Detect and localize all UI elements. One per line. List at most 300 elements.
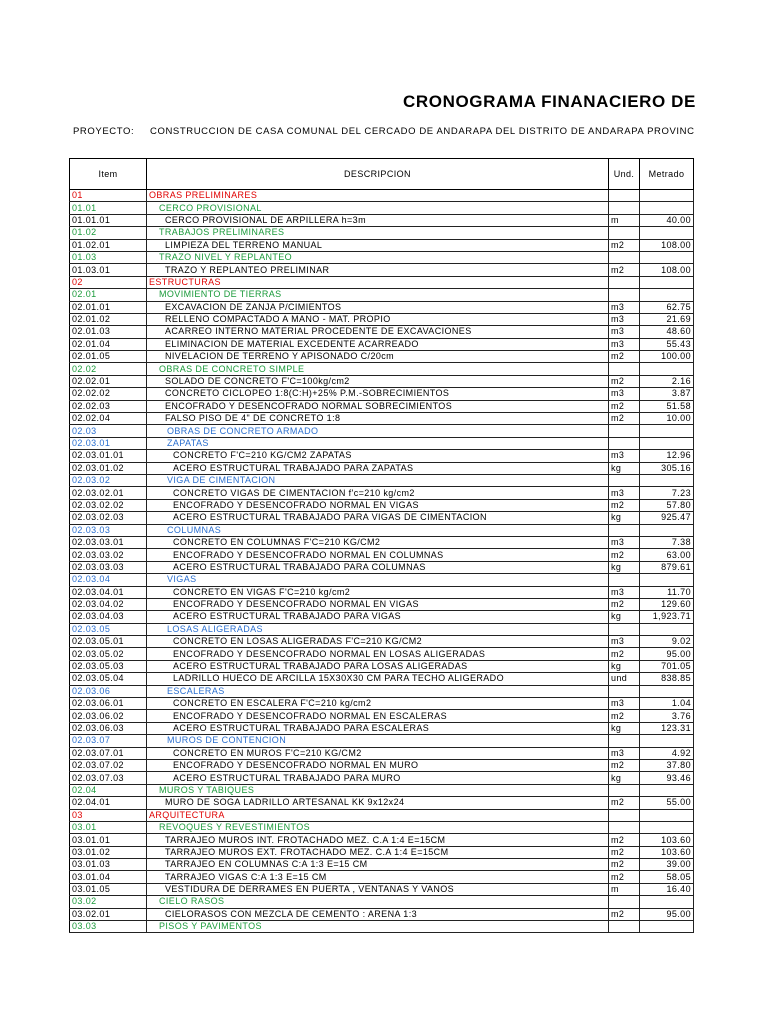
header-metrado: Metrado [640, 159, 694, 190]
metrado-cell: 55.43 [640, 338, 694, 350]
item-cell: 02.01.03 [70, 326, 147, 338]
unit-cell [609, 289, 640, 301]
description-cell: CONCRETO VIGAS DE CIMENTACION f'c=210 kg/cm2 [147, 487, 609, 499]
metrado-cell: 305.16 [640, 462, 694, 474]
description-cell: RELLENO COMPACTADO A MANO - MAT. PROPIO [147, 313, 609, 325]
table-row [70, 437, 694, 449]
table-row [70, 908, 694, 920]
item-cell: 03 [70, 809, 147, 821]
table-row [70, 536, 694, 548]
item-cell: 02.03.06 [70, 685, 147, 697]
metrado-cell [640, 289, 694, 301]
description-cell: CONCRETO F'C=210 KG/CM2 ZAPATAS [147, 450, 609, 462]
table-row [70, 809, 694, 821]
description-cell: VIGA DE CIMENTACION [147, 474, 609, 486]
description-cell: FALSO PISO DE 4" DE CONCRETO 1:8 [147, 413, 609, 425]
item-cell: 02.03.01.02 [70, 462, 147, 474]
unit-cell: m2 [609, 834, 640, 846]
table-row [70, 289, 694, 301]
metrado-cell: 879.61 [640, 561, 694, 573]
project-name: CONSTRUCCION DE CASA COMUNAL DEL CERCADO DE ANDARAPA DEL DISTRITO DE ANDARAPA PROVINC [150, 126, 695, 137]
metrado-cell: 7.23 [640, 487, 694, 499]
unit-cell: m3 [609, 313, 640, 325]
table-row [70, 251, 694, 263]
item-cell: 02.03.05.01 [70, 636, 147, 648]
metrado-cell: 48.60 [640, 326, 694, 338]
table-row [70, 499, 694, 511]
metrado-cell [640, 437, 694, 449]
description-cell: ACERO ESTRUCTURAL TRABAJADO PARA COLUMNAS [147, 561, 609, 573]
table-row [70, 202, 694, 214]
budget-sheet [69, 158, 768, 1024]
project-label: PROYECTO: [73, 126, 135, 137]
table-row [70, 673, 694, 685]
metrado-cell [640, 921, 694, 933]
item-cell: 02.01.02 [70, 313, 147, 325]
description-cell: ENCOFRADO Y DESENCOFRADO NORMAL EN COLUMNAS [147, 549, 609, 561]
unit-cell: m3 [609, 388, 640, 400]
unit-cell [609, 623, 640, 635]
table-row [70, 896, 694, 908]
table-row [70, 648, 694, 660]
metrado-cell: 95.00 [640, 908, 694, 920]
metrado-cell [640, 809, 694, 821]
metrado-cell: 62.75 [640, 301, 694, 313]
item-cell: 02.03.03 [70, 524, 147, 536]
unit-cell: m3 [609, 586, 640, 598]
item-cell: 02.01 [70, 289, 147, 301]
description-cell: CERCO PROVISIONAL [147, 202, 609, 214]
metrado-cell [640, 685, 694, 697]
metrado-cell: 7.38 [640, 536, 694, 548]
metrado-cell: 1.04 [640, 698, 694, 710]
metrado-cell: 838.85 [640, 673, 694, 685]
item-cell: 02.03.03.02 [70, 549, 147, 561]
description-cell: OBRAS DE CONCRETO SIMPLE [147, 363, 609, 375]
description-cell: EXCAVACION DE ZANJA P/CIMIENTOS [147, 301, 609, 313]
item-cell: 02.03.04.02 [70, 598, 147, 610]
unit-cell: m2 [609, 598, 640, 610]
unit-cell: kg [609, 772, 640, 784]
description-cell: CIELORASOS CON MEZCLA DE CEMENTO : ARENA 1:3 [147, 908, 609, 920]
description-cell: TARRAJEO EN COLUMNAS C:A 1:3 E=15 CM [147, 859, 609, 871]
description-cell: MURO DE SOGA LADRILLO ARTESANAL KK 9x12x24 [147, 797, 609, 809]
unit-cell: m2 [609, 264, 640, 276]
table-row [70, 326, 694, 338]
metrado-cell: 39.00 [640, 859, 694, 871]
metrado-cell: 103.60 [640, 846, 694, 858]
table-row [70, 388, 694, 400]
item-cell: 03.01.03 [70, 859, 147, 871]
item-cell: 02.03.07 [70, 735, 147, 747]
description-cell: TRAZO Y REPLANTEO PRELIMINAR [147, 264, 609, 276]
description-cell: MUROS DE CONTENCION [147, 735, 609, 747]
table-row [70, 462, 694, 474]
table-row [70, 722, 694, 734]
item-cell: 03.03 [70, 921, 147, 933]
unit-cell: m3 [609, 747, 640, 759]
description-cell: ENCOFRADO Y DESENCOFRADO NORMAL EN ESCALERAS [147, 710, 609, 722]
unit-cell: m2 [609, 499, 640, 511]
description-cell: LADRILLO HUECO DE ARCILLA 15X30X30 CM PARA TECHO ALIGERADO [147, 673, 609, 685]
header-item: Item [70, 159, 147, 190]
description-cell: ACERO ESTRUCTURAL TRABAJADO PARA ZAPATAS [147, 462, 609, 474]
description-cell: ARQUITECTURA [147, 809, 609, 821]
unit-cell: kg [609, 660, 640, 672]
unit-cell [609, 735, 640, 747]
description-cell: CONCRETO CICLOPEO 1:8(C:H)+25% P.M.-SOBRECIMIENTOS [147, 388, 609, 400]
budget-table [69, 158, 694, 933]
unit-cell [609, 276, 640, 288]
header-description: DESCRIPCION [147, 159, 609, 190]
item-cell: 03.01.05 [70, 883, 147, 895]
item-cell: 02.03.04 [70, 574, 147, 586]
table-row [70, 759, 694, 771]
description-cell: VESTIDURA DE DERRAMES EN PUERTA , VENTANAS Y VANOS [147, 883, 609, 895]
unit-cell: m2 [609, 859, 640, 871]
metrado-cell [640, 276, 694, 288]
table-row [70, 549, 694, 561]
description-cell: REVOQUES Y REVESTIMIENTOS [147, 821, 609, 833]
unit-cell [609, 474, 640, 486]
table-row [70, 450, 694, 462]
item-cell: 03.01.02 [70, 846, 147, 858]
item-cell: 02.03.04.03 [70, 611, 147, 623]
metrado-cell [640, 227, 694, 239]
description-cell: CONCRETO EN LOSAS ALIGERADAS F'C=210 KG/CM2 [147, 636, 609, 648]
unit-cell [609, 809, 640, 821]
unit-cell: m2 [609, 710, 640, 722]
description-cell: CIELO RASOS [147, 896, 609, 908]
table-row [70, 338, 694, 350]
description-cell: ACERO ESTRUCTURAL TRABAJADO PARA VIGAS DE CIMENTACION [147, 512, 609, 524]
item-cell: 02.03.03.03 [70, 561, 147, 573]
unit-cell: m2 [609, 549, 640, 561]
table-row [70, 598, 694, 610]
description-cell: NIVELACION DE TERRENO Y APISONADO C/20cm [147, 351, 609, 363]
item-cell: 02.03.05 [70, 623, 147, 635]
table-row [70, 611, 694, 623]
item-cell: 02.02.03 [70, 400, 147, 412]
metrado-cell: 51.58 [640, 400, 694, 412]
item-cell: 02 [70, 276, 147, 288]
item-cell: 01.03 [70, 251, 147, 263]
metrado-cell [640, 896, 694, 908]
metrado-cell [640, 202, 694, 214]
unit-cell: kg [609, 561, 640, 573]
metrado-cell: 93.46 [640, 772, 694, 784]
description-cell: LIMPIEZA DEL TERRENO MANUAL [147, 239, 609, 251]
unit-cell: m2 [609, 908, 640, 920]
unit-cell: m3 [609, 487, 640, 499]
unit-cell [609, 202, 640, 214]
description-cell: ZAPATAS [147, 437, 609, 449]
unit-cell: m3 [609, 698, 640, 710]
description-cell: CERCO PROVISIONAL DE ARPILLERA h=3m [147, 214, 609, 226]
item-cell: 02.03.05.03 [70, 660, 147, 672]
table-row [70, 883, 694, 895]
table-row [70, 487, 694, 499]
unit-cell: m2 [609, 400, 640, 412]
table-row [70, 574, 694, 586]
metrado-cell [640, 363, 694, 375]
unit-cell: m3 [609, 326, 640, 338]
description-cell: OBRAS DE CONCRETO ARMADO [147, 425, 609, 437]
item-cell: 02.02.04 [70, 413, 147, 425]
unit-cell: m2 [609, 846, 640, 858]
table-row [70, 400, 694, 412]
unit-cell: m2 [609, 871, 640, 883]
item-cell: 02.02.02 [70, 388, 147, 400]
metrado-cell: 12.96 [640, 450, 694, 462]
item-cell: 02.03.06.01 [70, 698, 147, 710]
description-cell: TARRAJEO VIGAS C:A 1:3 E=15 CM [147, 871, 609, 883]
table-body [70, 190, 694, 933]
item-cell: 02.01.04 [70, 338, 147, 350]
description-cell: TRABAJOS PRELIMINARES [147, 227, 609, 239]
description-cell: ELIMINACION DE MATERIAL EXCEDENTE ACARREADO [147, 338, 609, 350]
item-cell: 02.02.01 [70, 375, 147, 387]
table-row [70, 846, 694, 858]
metrado-cell: 701.05 [640, 660, 694, 672]
unit-cell [609, 784, 640, 796]
item-cell: 02.03.02.02 [70, 499, 147, 511]
unit-cell: m3 [609, 536, 640, 548]
item-cell: 02.01.01 [70, 301, 147, 313]
unit-cell: m2 [609, 797, 640, 809]
unit-cell: kg [609, 462, 640, 474]
description-cell: TARRAJEO MUROS EXT. FROTACHADO MEZ. C.A 1:4 E=15CM [147, 846, 609, 858]
table-row [70, 313, 694, 325]
unit-cell: m [609, 883, 640, 895]
table-row [70, 524, 694, 536]
metrado-cell [640, 425, 694, 437]
table-row [70, 363, 694, 375]
table-row [70, 474, 694, 486]
item-cell: 02.03.01.01 [70, 450, 147, 462]
item-cell: 01 [70, 190, 147, 202]
item-cell: 01.02.01 [70, 239, 147, 251]
description-cell: COLUMNAS [147, 524, 609, 536]
table-row [70, 710, 694, 722]
metrado-cell: 21.69 [640, 313, 694, 325]
item-cell: 01.01 [70, 202, 147, 214]
metrado-cell [640, 524, 694, 536]
unit-cell: m2 [609, 375, 640, 387]
table-row [70, 425, 694, 437]
unit-cell: und [609, 673, 640, 685]
metrado-cell: 40.00 [640, 214, 694, 226]
unit-cell: m3 [609, 636, 640, 648]
item-cell: 03.02.01 [70, 908, 147, 920]
item-cell: 03.02 [70, 896, 147, 908]
metrado-cell [640, 190, 694, 202]
description-cell: ENCOFRADO Y DESENCOFRADO NORMAL EN VIGAS [147, 598, 609, 610]
unit-cell [609, 685, 640, 697]
description-cell: OBRAS PRELIMINARES [147, 190, 609, 202]
item-cell: 02.03.03.01 [70, 536, 147, 548]
item-cell: 02.03.07.02 [70, 759, 147, 771]
table-row [70, 586, 694, 598]
unit-cell: m2 [609, 239, 640, 251]
metrado-cell: 37.80 [640, 759, 694, 771]
metrado-cell: 55.00 [640, 797, 694, 809]
metrado-cell: 11.70 [640, 586, 694, 598]
metrado-cell [640, 623, 694, 635]
unit-cell: m3 [609, 338, 640, 350]
table-row [70, 772, 694, 784]
description-cell: CONCRETO EN VIGAS F'C=210 kg/cm2 [147, 586, 609, 598]
unit-cell [609, 821, 640, 833]
unit-cell [609, 524, 640, 536]
unit-cell [609, 190, 640, 202]
metrado-cell: 3.76 [640, 710, 694, 722]
unit-cell: m2 [609, 759, 640, 771]
description-cell: TARRAJEO MUROS INT. FROTACHADO MEZ. C.A 1:4 E=15CM [147, 834, 609, 846]
metrado-cell [640, 251, 694, 263]
unit-cell [609, 251, 640, 263]
description-cell: ACERO ESTRUCTURAL TRABAJADO PARA MURO [147, 772, 609, 784]
table-header-row [70, 159, 694, 190]
description-cell: ESTRUCTURAS [147, 276, 609, 288]
description-cell: ACERO ESTRUCTURAL TRABAJADO PARA LOSAS ALIGERADAS [147, 660, 609, 672]
metrado-cell: 123.31 [640, 722, 694, 734]
description-cell: CONCRETO EN COLUMNAS F'C=210 KG/CM2 [147, 536, 609, 548]
description-cell: LOSAS ALIGERADAS [147, 623, 609, 635]
description-cell: PISOS Y PAVIMENTOS [147, 921, 609, 933]
metrado-cell: 16.40 [640, 883, 694, 895]
metrado-cell: 95.00 [640, 648, 694, 660]
unit-cell: m2 [609, 648, 640, 660]
metrado-cell [640, 735, 694, 747]
item-cell: 02.01.05 [70, 351, 147, 363]
item-cell: 02.03.05.04 [70, 673, 147, 685]
unit-cell: kg [609, 611, 640, 623]
description-cell: ENCOFRADO Y DESENCOFRADO NORMAL SOBRECIMIENTOS [147, 400, 609, 412]
item-cell: 02.03.04.01 [70, 586, 147, 598]
item-cell: 02.03.07.01 [70, 747, 147, 759]
item-cell: 02.03.02.01 [70, 487, 147, 499]
table-row [70, 239, 694, 251]
table-row [70, 264, 694, 276]
table-row [70, 660, 694, 672]
description-cell: ACARREO INTERNO MATERIAL PROCEDENTE DE EXCAVACIONES [147, 326, 609, 338]
metrado-cell [640, 784, 694, 796]
unit-cell: m [609, 214, 640, 226]
metrado-cell: 108.00 [640, 264, 694, 276]
item-cell: 03.01.04 [70, 871, 147, 883]
table-row [70, 227, 694, 239]
item-cell: 01.01.01 [70, 214, 147, 226]
table-row [70, 871, 694, 883]
item-cell: 02.03.02 [70, 474, 147, 486]
metrado-cell [640, 574, 694, 586]
table-row [70, 561, 694, 573]
table-row [70, 859, 694, 871]
metrado-cell [640, 474, 694, 486]
table-row [70, 797, 694, 809]
unit-cell [609, 425, 640, 437]
metrado-cell: 2.16 [640, 375, 694, 387]
description-cell: ACERO ESTRUCTURAL TRABAJADO PARA ESCALERAS [147, 722, 609, 734]
description-cell: ENCOFRADO Y DESENCOFRADO NORMAL EN MURO [147, 759, 609, 771]
metrado-cell: 57.80 [640, 499, 694, 511]
item-cell: 02.03 [70, 425, 147, 437]
item-cell: 02.03.07.03 [70, 772, 147, 784]
unit-cell: m3 [609, 301, 640, 313]
unit-cell [609, 921, 640, 933]
unit-cell [609, 437, 640, 449]
unit-cell [609, 896, 640, 908]
description-cell: ENCOFRADO Y DESENCOFRADO NORMAL EN LOSAS ALIGERADAS [147, 648, 609, 660]
unit-cell [609, 227, 640, 239]
item-cell: 02.03.05.02 [70, 648, 147, 660]
description-cell: MOVIMIENTO DE TIERRAS [147, 289, 609, 301]
metrado-cell: 10.00 [640, 413, 694, 425]
description-cell: ENCOFRADO Y DESENCOFRADO NORMAL EN VIGAS [147, 499, 609, 511]
item-cell: 03.01.01 [70, 834, 147, 846]
item-cell: 02.04.01 [70, 797, 147, 809]
item-cell: 02.02 [70, 363, 147, 375]
header-unit: Und. [609, 159, 640, 190]
metrado-cell: 4.92 [640, 747, 694, 759]
table-row [70, 375, 694, 387]
table-row [70, 698, 694, 710]
item-cell: 02.03.06.03 [70, 722, 147, 734]
table-row [70, 512, 694, 524]
metrado-cell [640, 821, 694, 833]
table-row [70, 636, 694, 648]
table-row [70, 351, 694, 363]
description-cell: TRAZO NIVEL Y REPLANTEO [147, 251, 609, 263]
document-title: CRONOGRAMA FINANACIERO DE [403, 92, 696, 111]
table-row [70, 834, 694, 846]
table-row [70, 747, 694, 759]
metrado-cell: 58.05 [640, 871, 694, 883]
metrado-cell: 3.87 [640, 388, 694, 400]
description-cell: SOLADO DE CONCRETO F'C=100kg/cm2 [147, 375, 609, 387]
table-row [70, 623, 694, 635]
table-row [70, 214, 694, 226]
item-cell: 01.02 [70, 227, 147, 239]
metrado-cell: 925.47 [640, 512, 694, 524]
table-row [70, 276, 694, 288]
table-row [70, 784, 694, 796]
metrado-cell: 9.02 [640, 636, 694, 648]
item-cell: 01.03.01 [70, 264, 147, 276]
metrado-cell: 129.60 [640, 598, 694, 610]
item-cell: 02.04 [70, 784, 147, 796]
table-row [70, 821, 694, 833]
metrado-cell: 108.00 [640, 239, 694, 251]
metrado-cell: 100.00 [640, 351, 694, 363]
description-cell: MUROS Y TABIQUES [147, 784, 609, 796]
description-cell: CONCRETO EN MUROS F'C=210 KG/CM2 [147, 747, 609, 759]
table-row [70, 413, 694, 425]
table-row [70, 735, 694, 747]
unit-cell [609, 363, 640, 375]
item-cell: 02.03.02.03 [70, 512, 147, 524]
unit-cell: m2 [609, 351, 640, 363]
unit-cell: kg [609, 512, 640, 524]
table-row [70, 190, 694, 202]
item-cell: 03.01 [70, 821, 147, 833]
item-cell: 02.03.06.02 [70, 710, 147, 722]
unit-cell: m2 [609, 413, 640, 425]
table-row [70, 685, 694, 697]
unit-cell: kg [609, 722, 640, 734]
unit-cell: m3 [609, 450, 640, 462]
